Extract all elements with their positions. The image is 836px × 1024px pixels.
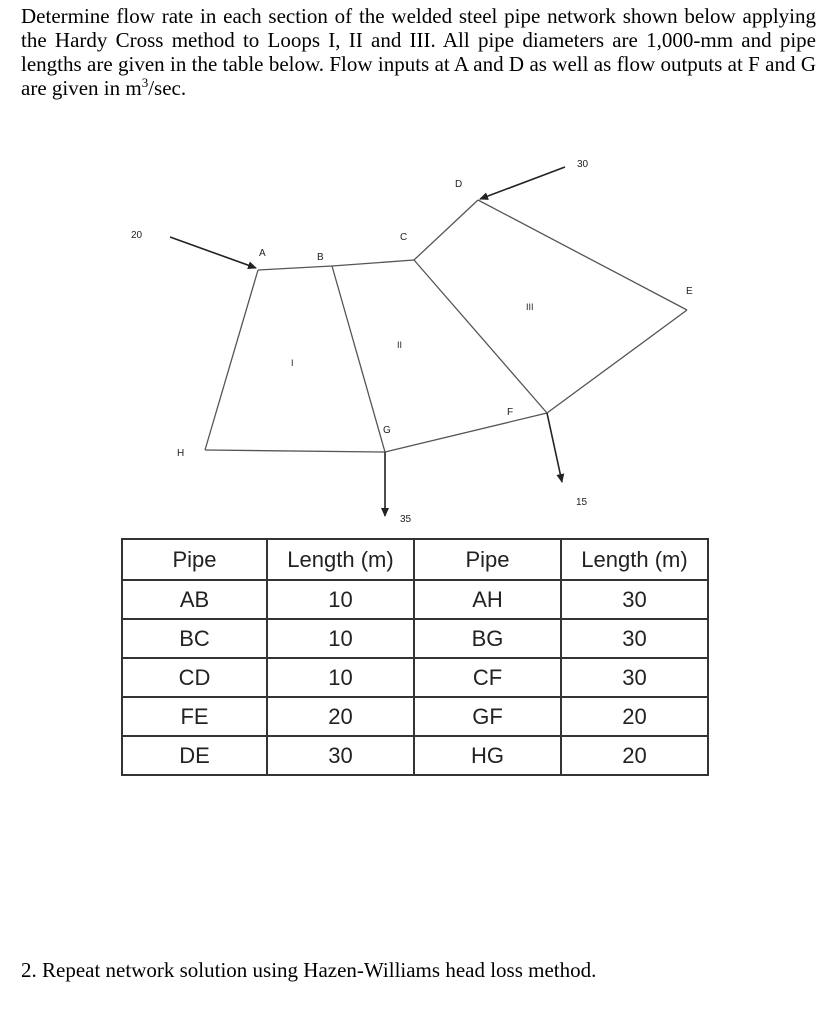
table-cell: AH [414, 580, 561, 619]
pipe-BG [332, 266, 385, 452]
loop-label-I: I [291, 358, 294, 368]
inflow-arrow-A [170, 237, 256, 268]
node-label-B: B [317, 252, 324, 263]
followup-question: 2. Repeat network solution using Hazen-Williams head loss method. [21, 958, 597, 982]
header-length-1: Length (m) [267, 539, 414, 580]
table-cell: AB [122, 580, 267, 619]
outflow-arrow-F [547, 413, 562, 482]
table-cell: GF [414, 697, 561, 736]
pipe-AH [205, 270, 258, 450]
table-row [122, 736, 708, 775]
table-cell: CD [122, 658, 267, 697]
header-pipe-1: Pipe [122, 539, 267, 580]
table-row [122, 697, 708, 736]
loop-label-III: III [526, 302, 534, 312]
pipe-FE [547, 310, 687, 413]
table-cell: CF [414, 658, 561, 697]
header-length-2: Length (m) [561, 539, 708, 580]
pipe-CF [414, 260, 547, 413]
table-cell: BG [414, 619, 561, 658]
table-cell: 30 [267, 736, 414, 775]
table-cell: 10 [267, 619, 414, 658]
node-label-H: H [177, 448, 185, 459]
problem-text-end: /sec. [148, 76, 187, 100]
table-cell: FE [122, 697, 267, 736]
flow-value-in-A: 20 [131, 230, 143, 241]
table-row [122, 580, 708, 619]
pipe-CD [414, 200, 478, 260]
table-cell: HG [414, 736, 561, 775]
table-cell: 20 [561, 736, 708, 775]
table-row [122, 658, 708, 697]
table-cell: 10 [267, 658, 414, 697]
unit-exponent: 3 [141, 75, 149, 90]
pipe-DE [478, 200, 687, 310]
table-cell: 10 [267, 580, 414, 619]
flow-value-out-G: 35 [400, 514, 412, 525]
table-cell: 20 [561, 697, 708, 736]
node-label-F: F [507, 407, 514, 418]
table-cell: DE [122, 736, 267, 775]
inflow-arrow-D [480, 167, 565, 199]
flow-value-in-D: 30 [577, 159, 589, 170]
pipe-length-table [121, 538, 709, 776]
table-cell: 30 [561, 619, 708, 658]
pipe-AB [258, 266, 332, 270]
pipe-network-diagram [0, 120, 836, 530]
loop-label-II: II [397, 340, 403, 350]
table-cell: 20 [267, 697, 414, 736]
pipe-BC [332, 260, 414, 266]
flow-value-out-F: 15 [576, 497, 588, 508]
table-row [122, 619, 708, 658]
node-label-E: E [686, 286, 693, 297]
table-cell: 30 [561, 580, 708, 619]
pipe-HG [205, 450, 385, 452]
problem-statement [21, 4, 816, 100]
node-label-A: A [259, 248, 266, 259]
header-pipe-2: Pipe [414, 539, 561, 580]
table-cell: BC [122, 619, 267, 658]
node-label-G: G [383, 425, 391, 436]
problem-text: Determine flow rate in each section of the welded steel pipe network shown below applying the Hardy Cross method to Loops I, II and III. All pipe diameters are 1,000-mm and pipe lengths are given in the table below. Flow inputs at A and D as well as flow outputs at F and G are given in m [21, 4, 816, 100]
pipe-GF [385, 413, 547, 452]
node-label-D: D [455, 179, 463, 190]
table-cell: 30 [561, 658, 708, 697]
node-label-C: C [400, 232, 408, 243]
table-header-row [122, 539, 708, 580]
